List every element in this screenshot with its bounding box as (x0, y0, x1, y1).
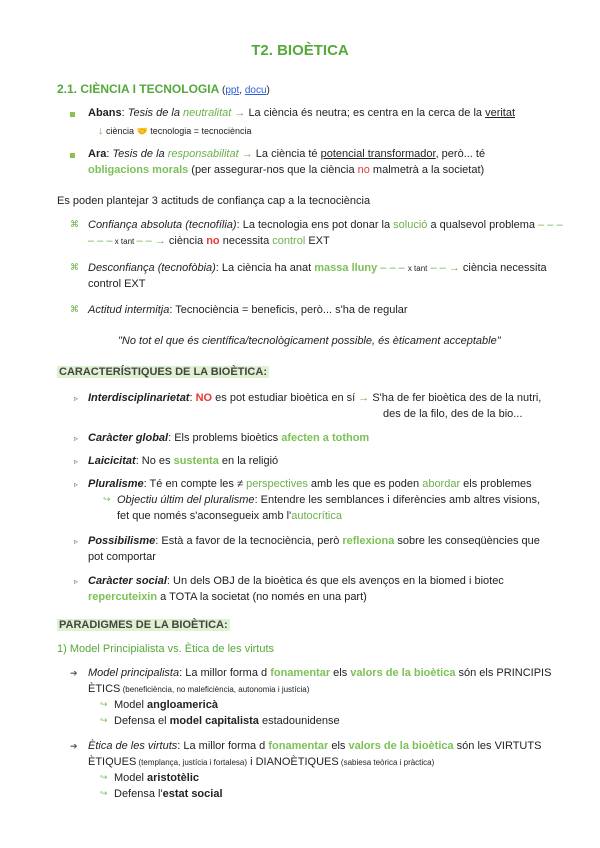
etica-virtuts-l2: Defensa l'estat social (114, 788, 223, 800)
model-principalista-2: ÈTICS (beneficiència, no maleficiència, autonomia i justícia) (88, 683, 310, 695)
actitud-desconfianca-1: Desconfiança (tecnofòbia): La ciència ha anat massa lluny – – – x tant – – → ciència necessita (88, 262, 547, 274)
caracter-social-1: Caràcter social: Un dels OBJ de la bioètica és que els avenços en la biomed i biotec (88, 575, 504, 587)
actitud-intermitja: Actitud intermitja: Tecnociència = beneficis, però... s'ha de regular (88, 304, 408, 316)
caracter-global: Caràcter global: Els problems bioètics afecten a tothom (88, 432, 370, 444)
etica-virtuts-2: ÈTIQUES (templança, justícia i fortalesa) i DIANOÈTIQUES (sabiesa teòrica i pràctica) (88, 756, 435, 768)
triangle-bullet-icon: ▹ (74, 480, 79, 489)
model-principalista-l2: Defensa el model capitalista estadounidense (114, 715, 340, 727)
pluralisme-1: Pluralisme: Té en compte les ≠ perspectives amb les que es poden abordar els problemes (88, 478, 532, 490)
paradigmes-heading: PARADIGMES DE LA BIOÈTICA: (59, 619, 228, 631)
arrow-bullet-icon: ➔ (70, 668, 78, 678)
down-arrow-icon: ↓ (98, 125, 104, 137)
docu-link[interactable]: docu (244, 85, 267, 96)
interdisciplinarietat-2: des de la filo, des de la bio... (383, 408, 523, 420)
possibilisme-2: pot comportar (88, 551, 156, 563)
pluralisme-3: fet que només s'aconsegueix amb l'autocrítica (117, 510, 342, 522)
caracter-social-2: repercuteixin a TOTA la societat (no només en una part) (88, 591, 367, 603)
ara-line-2: obligacions morals (per assegurar-nos que la ciència no malmetrà a la societat) (88, 164, 485, 176)
laicicitat: Laicicitat: No es sustenta en la religió (88, 455, 279, 467)
possibilisme-1: Possibilisme: Està a favor de la tecnociència, però reflexiona sobre les conseqüències que (88, 535, 540, 547)
model-principalista-1: Model principalista: La millor forma d fonamentar els valors de la bioètica són els PRINCIPIS (88, 667, 552, 679)
triangle-bullet-icon: ▹ (74, 434, 79, 443)
abans-line: Abans: Tesis de la neutralitat → La ciència és neutra; es centra en la cerca de la veritat (88, 107, 516, 119)
square-bullet-icon (70, 112, 75, 117)
paradigmes-subheading: 1) Model Principialista vs. Ètica de les virtuts (57, 643, 275, 655)
model-principalista-l1: Model angloamericà (114, 699, 218, 711)
doc-icon: ⌘ (70, 219, 79, 229)
actituds-intro: Es poden plantejar 3 actituds de confiança cap a la tecnociència (57, 195, 371, 207)
sub-arrow-icon: ↪ (100, 772, 108, 782)
abans-sub-line: ↓ ciència 🤝 tecnologia = tecnociència (98, 125, 252, 137)
sub-arrow-icon: ↪ (100, 715, 108, 725)
doc-icon: ⌘ (70, 304, 79, 314)
square-bullet-icon (70, 153, 75, 158)
sub-arrow-icon: ↪ (103, 494, 111, 504)
actitud-confianca-2: – – – x tant – – → ciència no necessita control EXT (88, 235, 330, 247)
etica-virtuts-1: Ètica de les virtuts: La millor forma d fonamentar els valors de la bioètica són les VIRTUTS (88, 740, 542, 752)
etica-virtuts-l1: Model aristotèlic (114, 772, 199, 784)
arrow-bullet-icon: ➔ (70, 741, 78, 751)
triangle-bullet-icon: ▹ (74, 537, 79, 546)
actitud-desconfianca-2: control EXT (88, 278, 146, 290)
doc-icon: ⌘ (70, 262, 79, 272)
interdisciplinarietat-1: Interdisciplinarietat: NO es pot estudiar bioètica en sí → S'ha de fer bioètica des de la nutri, (88, 392, 542, 404)
sub-arrow-icon: ↪ (100, 699, 108, 709)
ara-line-1: Ara: Tesis de la responsabilitat → La ciència té potencial transformador, però... té (88, 148, 486, 160)
sub-arrow-icon: ↪ (100, 788, 108, 798)
page-title: T2. BIOÈTICA (251, 42, 349, 59)
triangle-bullet-icon: ▹ (74, 577, 79, 586)
section-heading-ciencia: 2.1. CIÈNCIA I TECNOLOGIA (ppt, docu) (57, 82, 270, 96)
triangle-bullet-icon: ▹ (74, 394, 79, 403)
ppt-link[interactable]: ppt (225, 85, 240, 96)
triangle-bullet-icon: ▹ (74, 457, 79, 466)
pluralisme-2: Objectiu últim del pluralisme: Entendre les semblances i diferències amb altres visions, (117, 494, 541, 506)
quote: "No tot el que és científica/tecnològicament possible, és èticament acceptable" (118, 335, 501, 347)
caracteristiques-heading: CARACTERÍSTIQUES DE LA BIOÈTICA: (59, 366, 267, 378)
actitud-confianca-1: Confiança absoluta (tecnofília): La tecnologia ens pot donar la solució a qualsevol problema – – – (88, 219, 563, 231)
